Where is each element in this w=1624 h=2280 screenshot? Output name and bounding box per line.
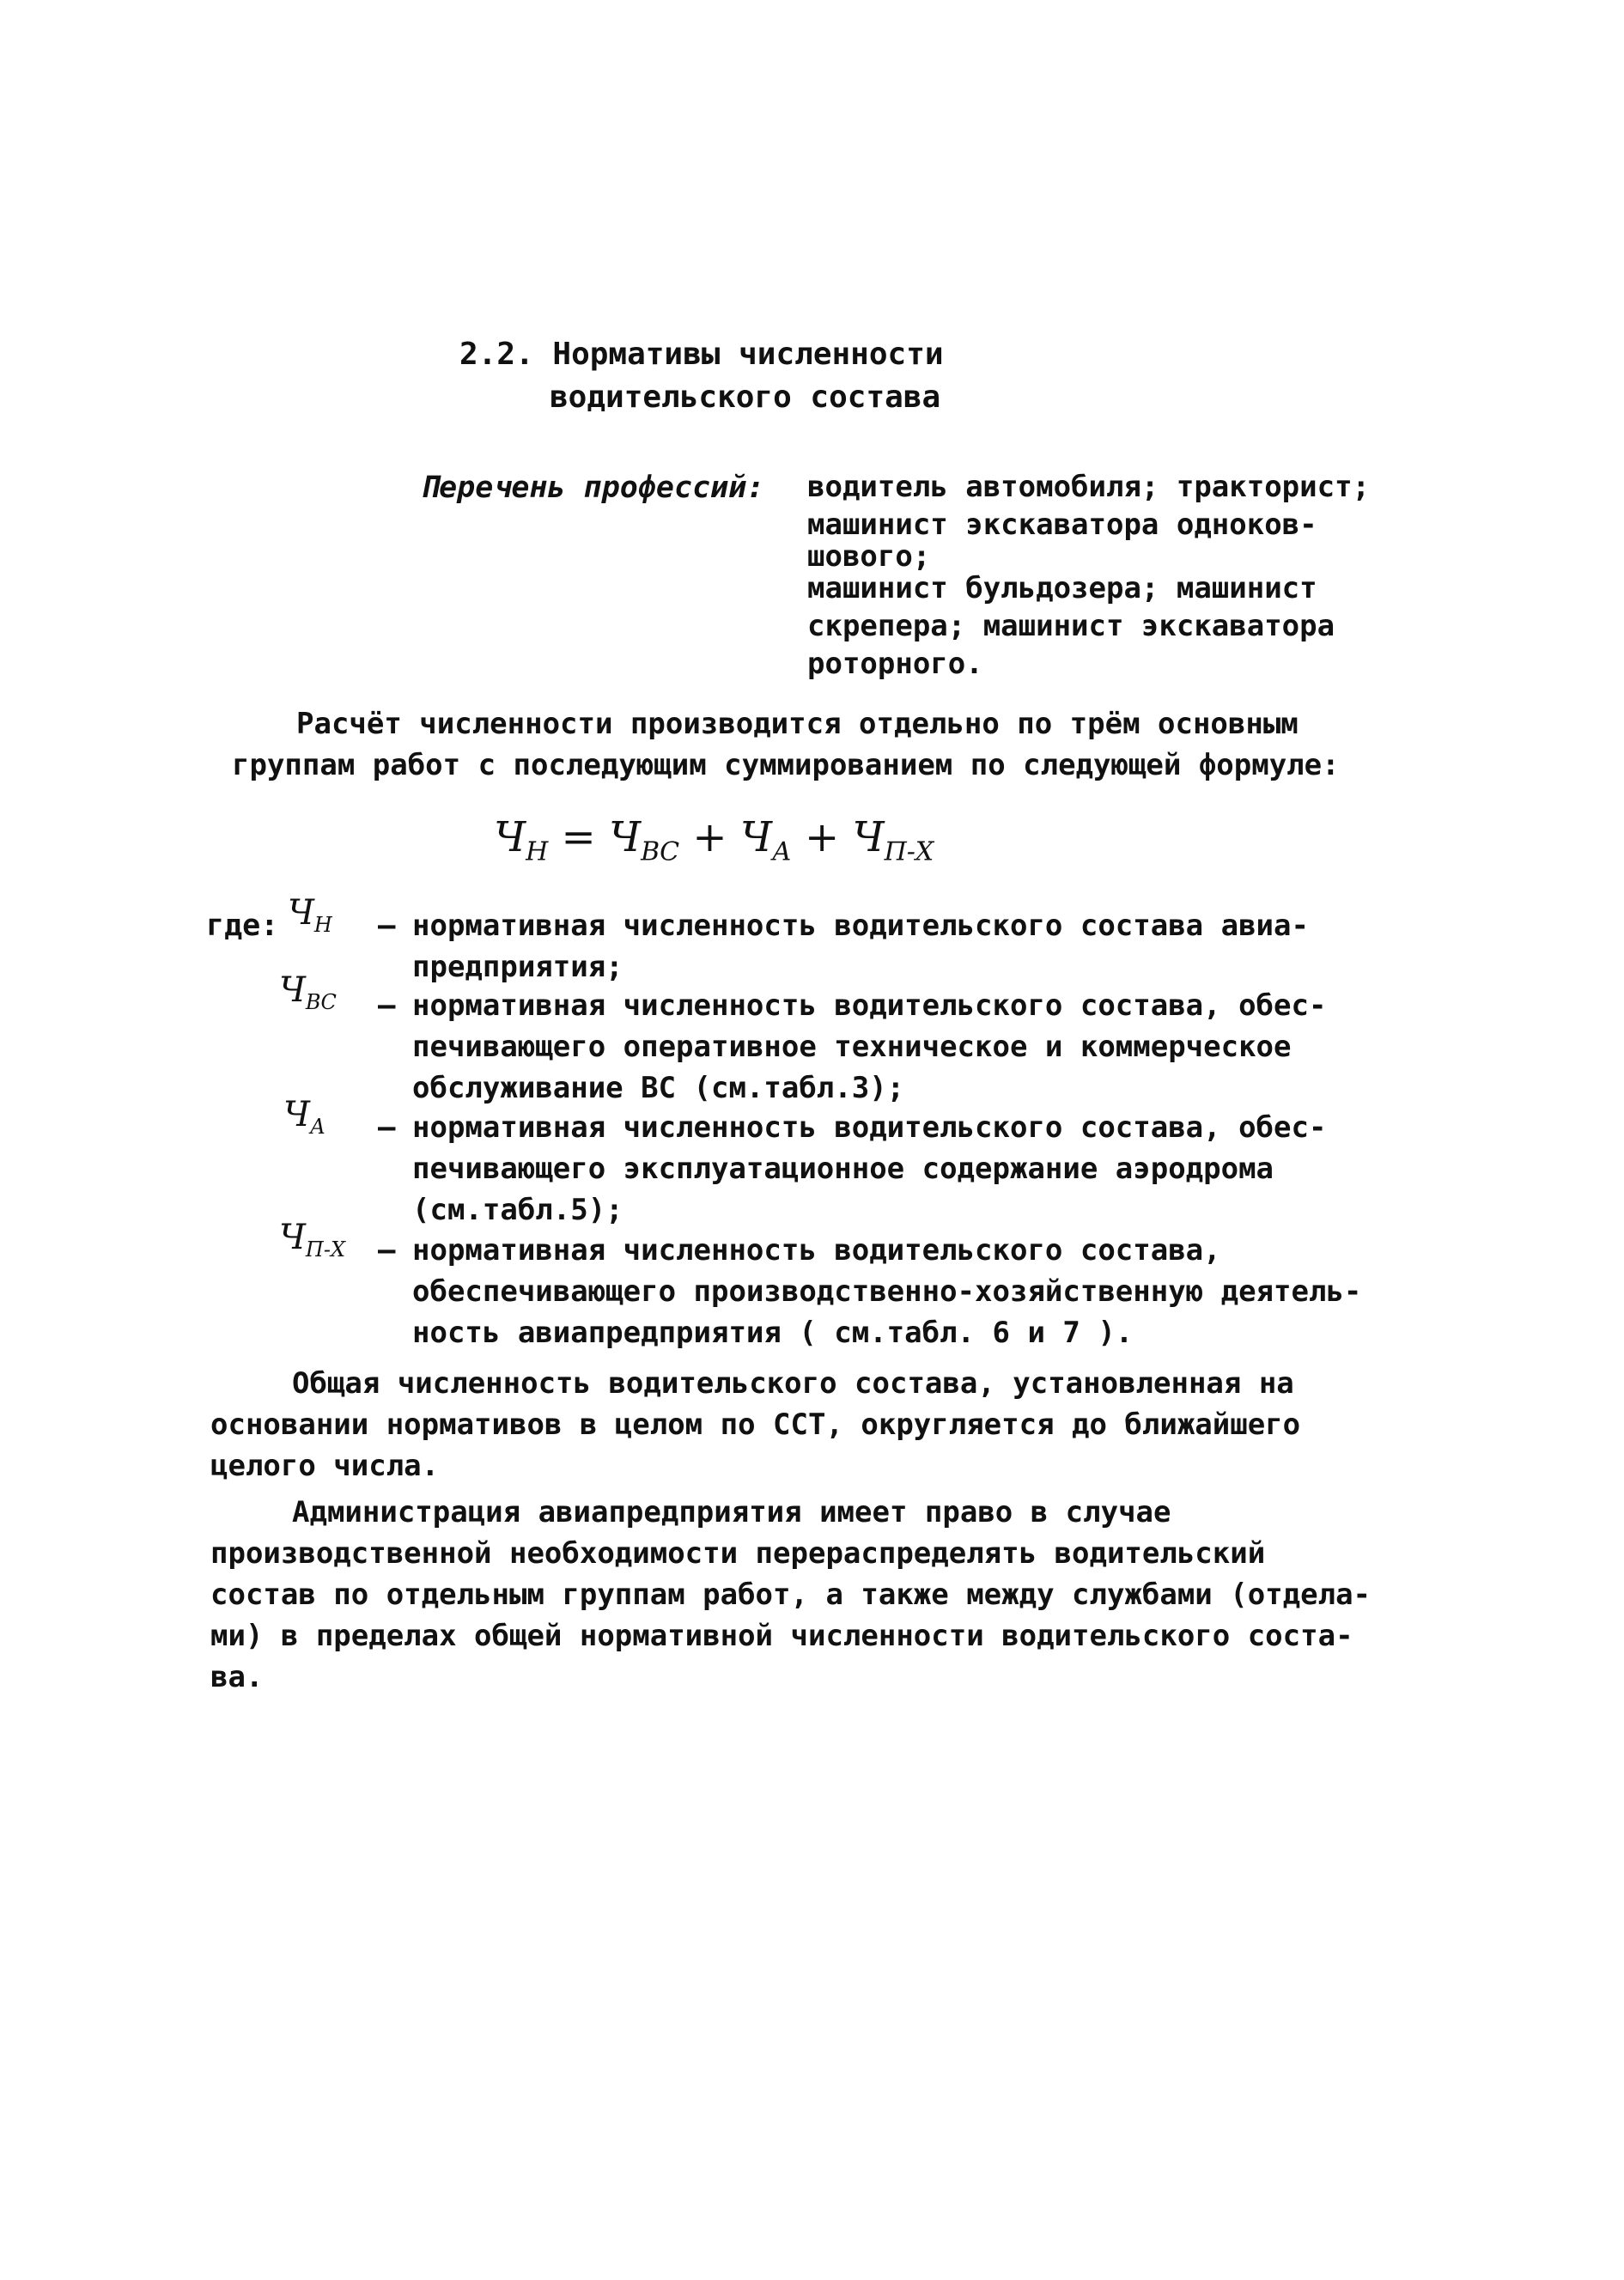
profession-line: машинист бульдозера; машинист: [807, 571, 1317, 605]
formula-plus: +: [805, 813, 840, 861]
def-line: печивающего эксплуатационное содержание аэродрома: [412, 1152, 1274, 1186]
paragraph-line: основании нормативов в целом по ССТ, округляется до ближайшего: [210, 1408, 1301, 1442]
section-number: 2.2.: [459, 337, 534, 372]
def-line: печивающего оперативное техническое и коммерческое: [412, 1030, 1292, 1064]
def-line: (см.табл.5);: [412, 1193, 623, 1227]
formula: [494, 812, 934, 879]
def-symbol: $Ч_{П-Х}$: [279, 1218, 346, 1262]
def-line: – нормативная численность водительского состава, обес-: [378, 988, 1327, 1023]
section-title-line2: водительского состава: [550, 380, 941, 415]
intro-line: группам работ с последующим суммированием по следующей формуле:: [232, 748, 1340, 782]
def-symbol: $Ч_{ВС}$: [279, 970, 337, 1014]
def-symbol: $Ч_А$: [283, 1095, 326, 1139]
profession-line: водитель автомобиля; тракторист;: [807, 470, 1371, 504]
formula-term-a: $Ч_А$: [739, 813, 792, 867]
def-line: ность авиапредприятия ( см.табл. 6 и 7 ).: [412, 1316, 1134, 1350]
paragraph-line: состав по отдельным группам работ, а также между службами (отдела-: [210, 1578, 1372, 1612]
paragraph-line: ва.: [210, 1660, 264, 1694]
def-line: – нормативная численность водительского состава,: [378, 1233, 1221, 1268]
professions-list: [807, 468, 1371, 683]
profession-line: скрепера; машинист экскаватора: [807, 609, 1335, 643]
formula-lhs: $Ч_Н$: [494, 813, 549, 867]
where-label: где:: [206, 909, 279, 943]
profession-line: машинист экскаватора одноков-: [807, 508, 1317, 542]
profession-line: роторного.: [807, 647, 983, 681]
formula-equals: =: [561, 813, 596, 861]
def-line: – нормативная численность водительского состава авиа-: [378, 909, 1309, 943]
def-symbol: $Ч_Н$: [288, 893, 332, 937]
paragraph-line: Общая численность водительского состава, установленная на: [292, 1366, 1294, 1401]
formula-term-vs: $Ч_{ВС}$: [609, 813, 680, 867]
def-line: предприятия;: [412, 950, 623, 984]
section-heading: [459, 335, 944, 374]
formula-term-px: $Ч_{П-Х}$: [852, 813, 934, 867]
formula-plus: +: [692, 813, 727, 861]
def-line: обеспечивающего производственно-хозяйственную деятель-: [412, 1274, 1362, 1309]
paragraph-line: ми) в пределах общей нормативной численности водительского соста-: [210, 1619, 1353, 1653]
section-title-line1: Нормативы численности: [552, 337, 944, 372]
paragraph-line: целого числа.: [210, 1449, 440, 1483]
def-line: – нормативная численность водительского состава, обес-: [378, 1110, 1327, 1145]
paragraph-line: производственной необходимости перераспределять водительский: [210, 1536, 1266, 1571]
def-line: обслуживание ВС (см.табл.3);: [412, 1071, 905, 1105]
intro-line: Расчёт численности производится отдельно по трём основным: [296, 707, 1299, 741]
profession-line: шового;: [807, 539, 931, 574]
paragraph-line: Администрация авиапредприятия имеет право в случае: [292, 1495, 1171, 1529]
professions-label: Перечень профессий:: [421, 471, 765, 505]
